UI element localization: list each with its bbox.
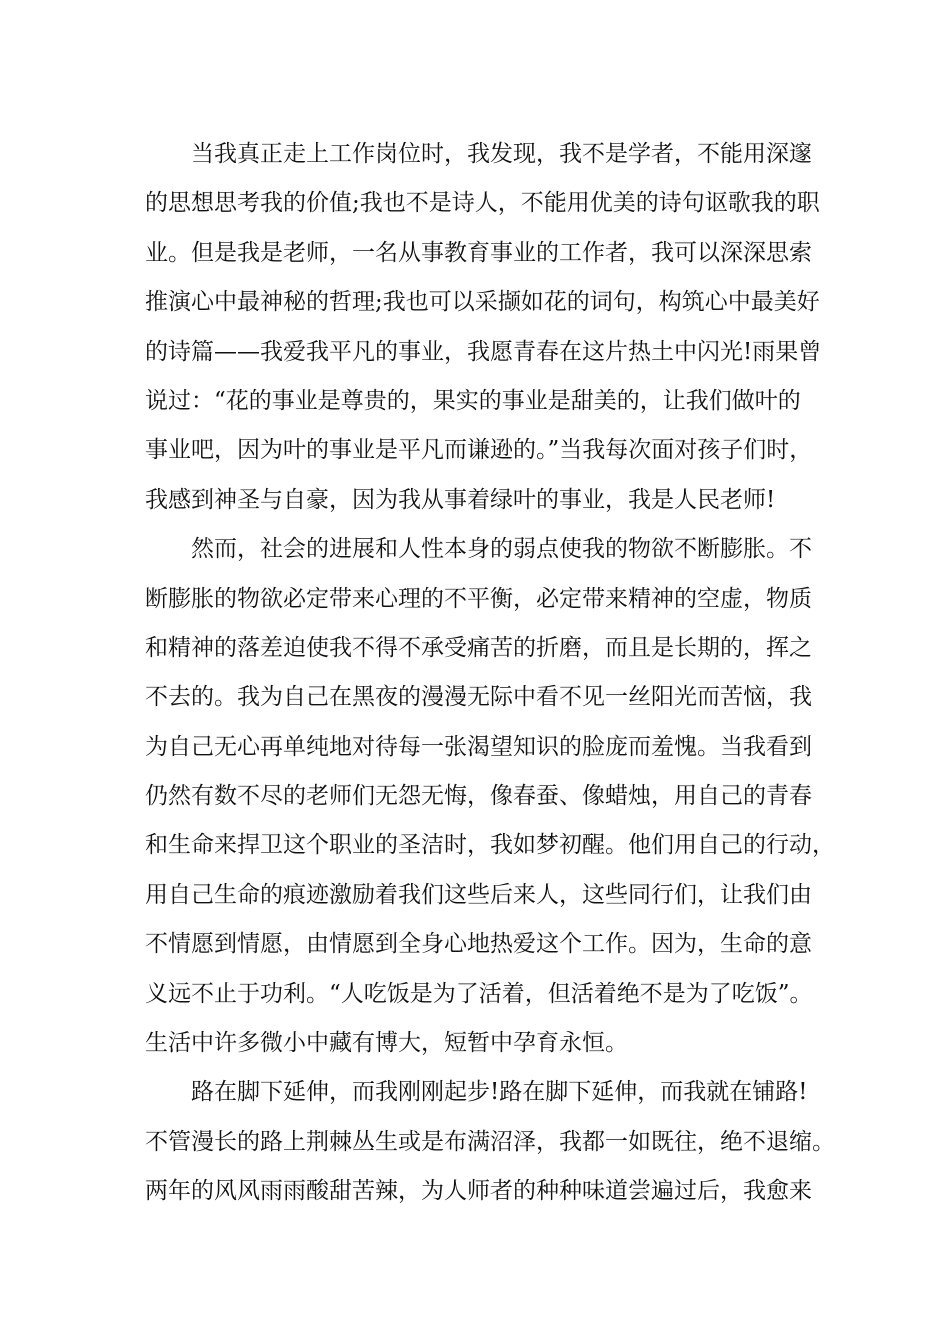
- paragraph-1: [145, 130, 825, 525]
- paragraph-line: 当我真正走上工作岗位时，我发现，我不是学者，不能用深邃: [191, 141, 812, 167]
- paragraph-line: 推演心中最神秘的哲理;我也可以采撷如花的词句，构筑心中最美好: [145, 289, 820, 316]
- paragraph-line: 说过：“花的事业是尊贵的，果实的事业是甜美的，让我们做叶的: [145, 387, 801, 414]
- paragraph-line: 仍然有数不尽的老师们无怨无悔，像春蚕、像蜡烛，用自己的青春: [145, 783, 812, 810]
- document-body: [145, 130, 835, 1217]
- paragraph-3: [145, 1068, 835, 1216]
- paragraph-line: 不管漫长的路上荆棘丛生或是布满沼泽，我都一如既往，绝不退缩。: [145, 1128, 835, 1155]
- paragraph-line: 不去的。我为自己在黑夜的漫漫无际中看不见一丝阳光而苦恼，我: [145, 684, 812, 711]
- paragraph-line: 我感到神圣与自豪，因为我从事着绿叶的事业，我是人民老师!: [145, 486, 776, 513]
- paragraph-line: 两年的风风雨雨酸甜苦辣，为人师者的种种味道尝遍过后，我愈来: [145, 1178, 812, 1205]
- paragraph-line: 业。但是我是老师，一名从事教育事业的工作者，我可以深深思索: [145, 239, 812, 266]
- paragraph-line: 义远不止于功利。“人吃饭是为了活着，但活着绝不是为了吃饭”。: [145, 980, 813, 1007]
- paragraph-line: 不情愿到情愿，由情愿到全身心地热爱这个工作。因为，生命的意: [145, 931, 812, 958]
- paragraph-line: 用自己生命的痕迹激励着我们这些后来人，这些同行们，让我们由: [145, 881, 812, 908]
- paragraph-line: 断膨胀的物欲必定带来心理的不平衡，必定带来精神的空虚，物质: [145, 585, 812, 612]
- paragraph-line: 生活中许多微小中藏有博大，短暂中孕育永恒。: [145, 1030, 628, 1057]
- paragraph-line: 和生命来捍卫这个职业的圣洁时，我如梦初醒。他们用自己的行动，: [145, 832, 835, 859]
- paragraph-line: 事业吧，因为叶的事业是平凡而谦逊的。”当我每次面对孩子们时，: [145, 437, 813, 464]
- paragraph-line: 为自己无心再单纯地对待每一张渴望知识的脸庞而羞愧。当我看到: [145, 733, 812, 760]
- paragraph-line: 的诗篇——我爱我平凡的事业，我愿青春在这片热土中闪光!雨果曾: [145, 338, 822, 365]
- paragraph-line: 然而，社会的进展和人性本身的弱点使我的物欲不断膨胀。不: [191, 536, 812, 563]
- paragraph-line: 路在脚下延伸，而我刚刚起步!路在脚下延伸，而我就在铺路!: [191, 1079, 808, 1106]
- paragraph-2: [145, 525, 835, 1068]
- paragraph-line: 的思想思考我的价值;我也不是诗人，不能用优美的诗句讴歌我的职: [145, 190, 820, 217]
- paragraph-line: 和精神的落差迫使我不得不承受痛苦的折磨，而且是长期的，挥之: [145, 634, 812, 661]
